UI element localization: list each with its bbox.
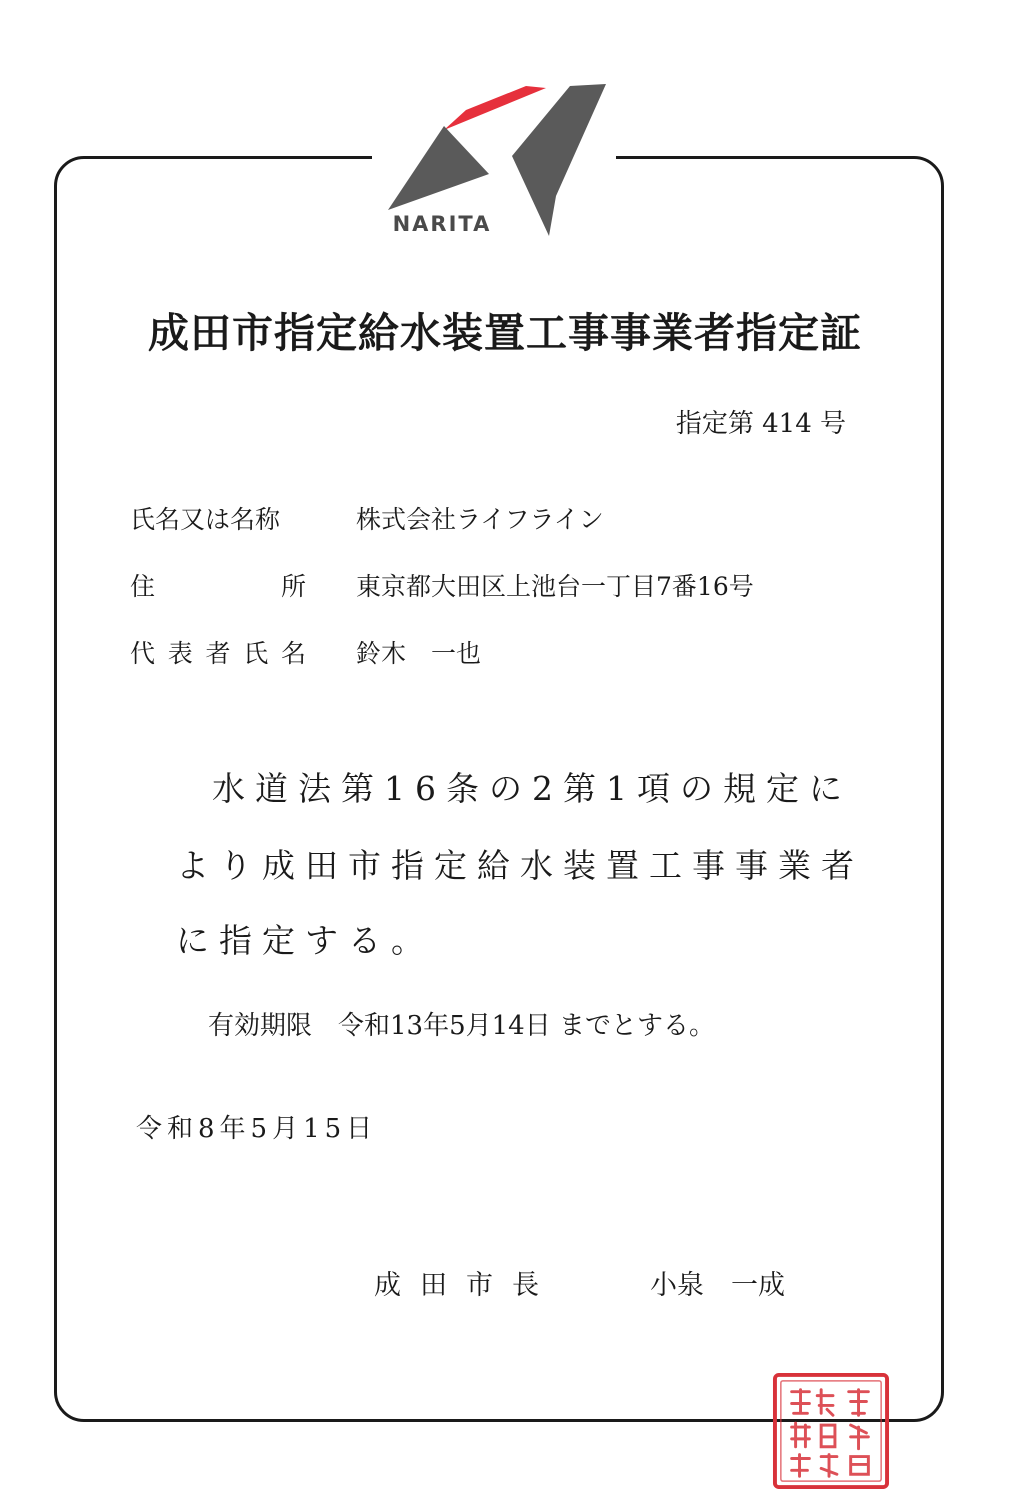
- field-label-address: 住所: [130, 572, 306, 601]
- validity-text: 令和13年5月14日 までとする。: [338, 1011, 715, 1041]
- body-line-1: 水道法第16条の2第1項の規定に: [212, 769, 852, 808]
- logo-right-wing: [512, 84, 606, 236]
- validity-period: [208, 1005, 715, 1042]
- mayor-title: 成田市長: [374, 1270, 558, 1301]
- field-value-address: 東京都大田区上池台一丁目7番16号: [356, 572, 754, 601]
- field-label-name: 氏名又は名称: [130, 505, 281, 534]
- logo-red-swoosh: [444, 86, 546, 130]
- body-line-2: より成田市指定給水装置工事事業者: [176, 846, 864, 885]
- logo-text: NARITA: [392, 212, 492, 236]
- logo-left-wing: [388, 126, 489, 210]
- issue-date: 令和8年5月15日: [136, 1114, 378, 1144]
- field-value-representative: 鈴木 一也: [356, 639, 482, 668]
- body-line-3: に指定する。: [176, 921, 434, 960]
- mayor-name: 小泉 一成: [650, 1270, 785, 1301]
- validity-label: 有効期限: [208, 1011, 313, 1041]
- field-label-representative: 代表者氏名: [130, 639, 306, 668]
- field-value-name: 株式会社ライフライン: [356, 505, 604, 534]
- official-seal-icon: [772, 1372, 890, 1490]
- certificate-title: 成田市指定給水装置工事事業者指定証: [148, 309, 862, 357]
- certificate-number: 指定第 414 号: [675, 409, 846, 439]
